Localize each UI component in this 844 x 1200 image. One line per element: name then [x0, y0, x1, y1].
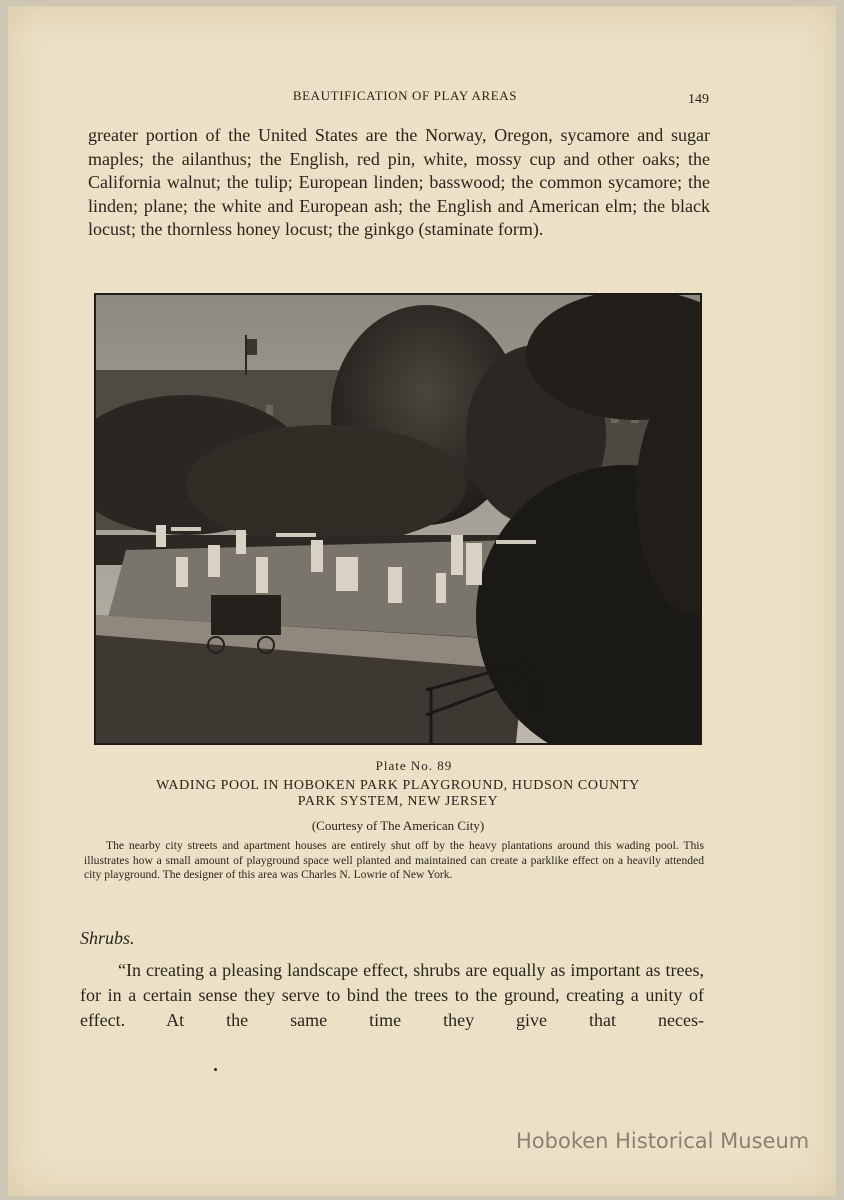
museum-watermark: Hoboken Historical Museum [516, 1129, 810, 1153]
plate-label: Plate No. 89 [375, 758, 453, 773]
section-heading: Shrubs. [80, 928, 135, 948]
plate-title [108, 778, 688, 810]
running-head: BEAUTIFICATION OF PLAY AREAS [292, 88, 518, 103]
courtesy-credit: (Courtesy of The American City) [311, 818, 485, 833]
plate-title-line-2: PARK SYSTEM, NEW JERSEY [297, 794, 499, 809]
plate-photograph [94, 293, 702, 745]
ink-speck [214, 1068, 217, 1071]
section-paragraph: “In creating a pleasing landscape effect, shrubs are equally as important as trees, for in a certain sense they serve to bind the trees to the ground, creating a unity of effect. At the same time they give that neces- [80, 960, 704, 1030]
playground-photo [96, 295, 700, 743]
plate-caption: The nearby city streets and apartment houses are entirely shut off by the heavy plantations around this wading pool. This illustrates how a small amount of playground space well planted and maintained can create a parklike effect on a heavily attended city playground. The designer of this area was Charles N. Lowrie of New York. [84, 839, 704, 881]
page-number: 149 [688, 92, 709, 107]
intro-paragraph: greater portion of the United States are the Norway, Oregon, sycamore and sugar maples; the ailanthus; the English, red pin, white, mossy cup and other oaks; the California walnut; the tulip; European linden; basswood; the common sycamore; the linden; plane; the white and European ash; the English and American elm; the black locust; the thornless honey locust; the ginkgo (staminate form). [88, 125, 710, 239]
plate-title-line-1: WADING POOL IN HOBOKEN PARK PLAYGROUND, HUDSON COUNTY [156, 778, 640, 793]
book-page [8, 6, 836, 1196]
